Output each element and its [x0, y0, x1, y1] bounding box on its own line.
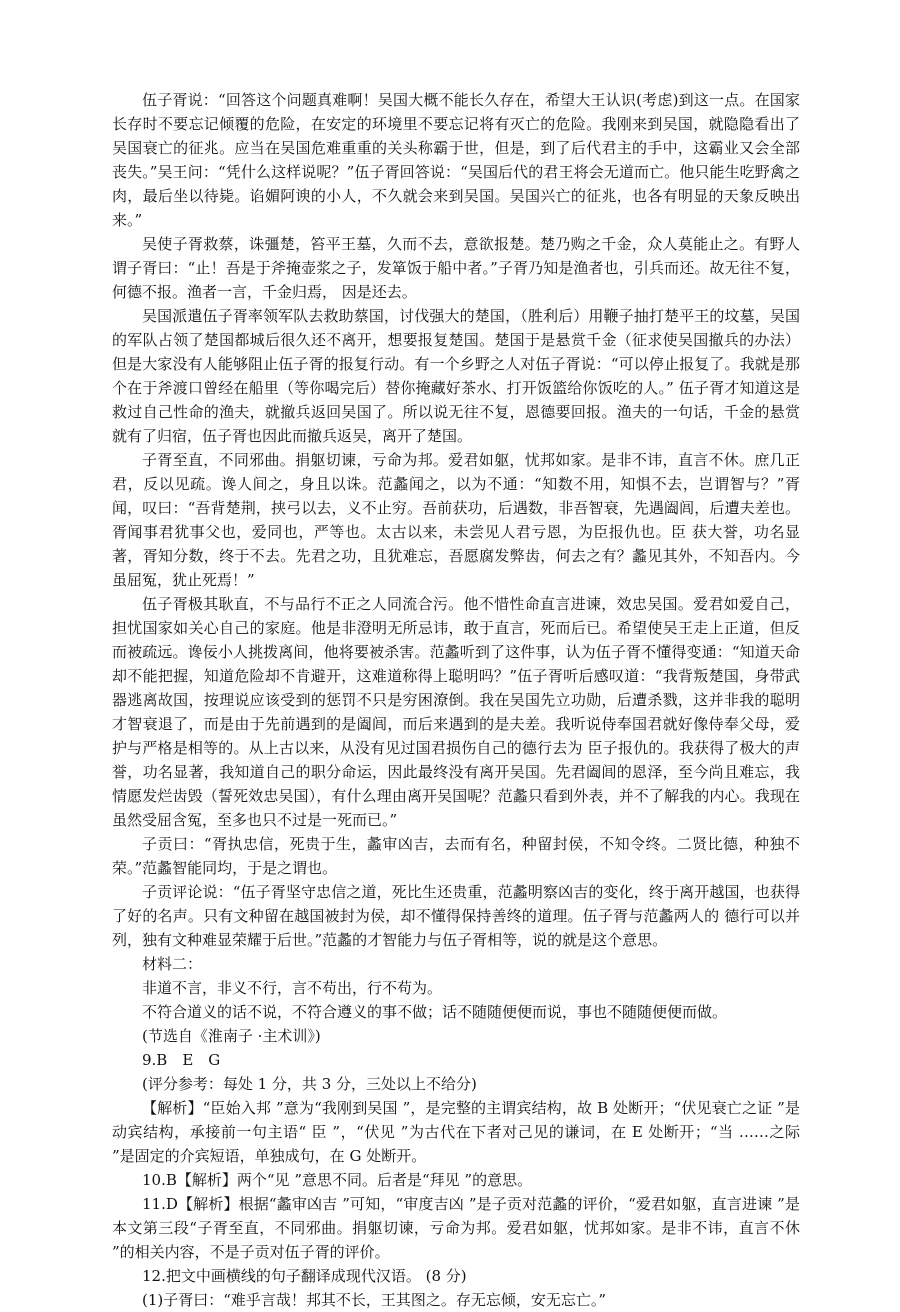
material-two-translation: 不符合道义的话不说，不符合遵义的事不做；话不随随便便而说，事也不随随便便而做。	[142, 1003, 728, 1021]
question-12: 12.把文中画横线的句子翻译成现代汉语。 (8 分)	[142, 1267, 467, 1285]
paragraph-classical-3: 子胥至直，不同邪曲。捐躯切谏，亏命为邦。爱君如躯，忧邦如家。是非不讳，直言不休。庶几正君，反以见疏。谗人间之，身且以诛。范蠡闻之，以为不通：“知数不用，知惧不去，岂谓智与？”胥闻，叹曰：“吾背楚荆，挟弓以去，义不止穷。吾前获功，后遇数，非吾智衰，先遇阖闾，后遭夫差也。胥闻事君犹事父也，爱同也，严等也。太古以来，未尝见人君亏恩，为臣报仇也。臣 获大誉，功名显著，胥知分数，终于不去。先君之功，且犹难忘，吾愿腐发弊齿，何去之有？蠡见其外，不知吾内。今虽屈冤，犹止死焉！”	[112, 451, 800, 589]
source-citation: (节选自《淮南子 ·主术训》)	[142, 1027, 321, 1045]
paragraph-translation-1: 伍子胥说：“回答这个问题真难啊！吴国大概不能长久存在，希望大王认识(考虑)到这一点。在国家长存时不要忘记倾覆的危险，在安定的环境里不要忘记将有灭亡的危险。我刚来到吴国，就隐隐看出了吴国衰亡的征兆。应当在吴国危难重重的关头称霸于世，但是，到了后代君主的手中，这霸业又会全部丧失。”吴王问：“凭什么这样说呢？”伍子胥回答说：“吴国后代的君王将会无道而亡。他只能生吃野禽之肉，最后坐以待毙。谄媚阿谀的小人，不久就会来到吴国。吴国兴亡的征兆，也各有明显的天象反映出来。”	[112, 91, 800, 229]
material-two-heading: 材料二：	[142, 955, 203, 973]
scoring-note: (评分参考：每处 1 分，共 3 分，三处以上不给分)	[142, 1075, 477, 1093]
question-12-sentence-1: (1)子胥曰：“难乎言哉！邦其不长，王其图之。存无忘倾，安无忘亡。”	[142, 1291, 607, 1309]
paragraph-translation-4: 子贡评论说：“伍子胥坚守忠信之道，死比生还贵重，范蠡明察凶吉的变化，终于离开越国，也获得了好的名声。只有文种留在越国被封为侯，却不懂得保持善终的道理。伍子胥与范蠡两人的 德行可以并列，独有文种难显荣耀于后世。”范蠡的才智能力与伍子胥相等，说的就是这个意思。	[112, 883, 800, 949]
material-two-text: 非道不言，非义不行，言不苟出，行不苟为。	[142, 979, 443, 997]
paragraph-translation-2: 吴国派遣伍子胥率领军队去救助蔡国，讨伐强大的楚国，（胜利后）用鞭子抽打楚平王的坟墓，吴国的军队占领了楚国都城后很久还不离开，想要报复楚国。楚国于是悬赏千金（征求使吴国撤兵的办法）但是大家没有人能够阻止伍子胥的报复行动。有一个乡野之人对伍子胥说：“可以停止报复了。我就是那个在于斧渡口曾经在船里（等你喝完后）替你掩藏好茶水、打开饭篮给你饭吃的人。” 伍子胥才知道这是救过自己性命的渔夫，就撤兵返回吴国了。所以说无往不复，恩德要回报。渔夫的一句话，千金的悬赏就有了归宿，伍子胥也因此而撤兵返吴，离开了楚国。	[112, 307, 800, 445]
paragraph-classical-4: 子贡曰：“胥执忠信，死贵于生，蠡审凶吉，去而有名，种留封侯，不知令终。二贤比德，种独不荣。”范蠡智能同均，于是之谓也。	[112, 835, 800, 877]
analysis-9: 【解析】“臣始入邦 ”意为“我刚到吴国 ”，是完整的主谓宾结构，故 B 处断开；“伏见衰亡之证 ”是动宾结构，承接前一句主语“ 臣 ”，“伏见 ”为古代在下者对己见的谦词，在 E 处断开；“当 ……之际 ”是固定的介宾短语，单独成句，在 G 处断开。	[112, 1099, 800, 1165]
answer-10: 10.B【解析】两个“见 ”意思不同。后者是“拜见 ”的意思。	[142, 1171, 533, 1189]
paragraph-classical-2: 吴使子胥救蔡，诛彊楚，笞平王墓，久而不去，意欲报楚。楚乃购之千金，众人莫能止之。有野人谓子胥曰：“止！吾是于斧掩壶浆之子，发箪饭于船中者。”子胥乃知是渔者也，引兵而还。故无往不复，何德不报。渔者一言，千金归焉， 因是还去。	[112, 235, 800, 301]
paragraph-translation-3: 伍子胥极其耿直，不与品行不正之人同流合污。他不惜性命直言进谏，效忠吴国。爱君如爱自己，担忧国家如关心自己的家庭。他是非澄明无所忌讳，敢于直言，死而后已。希望使吴王走上正道，但反而被疏远。谗佞小人挑拨离间，他将要被杀害。范蠡听到了这件事，认为伍子胥不懂得变通：“知道天命却不能把握，知道危险却不肯避开，这难道称得上聪明吗？”伍子胥听后感叹道：“我背叛楚国，身带武器逃离故国，按理说应该受到的惩罚不只是穷困潦倒。我在吴国先立功勋，后遭杀戮，这并非我的聪明才智衰退了，而是由于先前遇到的是阖闾，而后来遇到的是夫差。我听说侍奉国君就好像侍奉父母，爱护与严格是相等的。从上古以来，从没有见过国君损伤自己的德行去为 臣子报仇的。我获得了极大的声誉，功名显著，我知道自己的职分命运，因此最终没有离开吴国。先君阖闾的恩泽，至今尚且难忘，我情愿发烂齿毁（誓死效忠吴国），有什么理由离开吴国呢？范蠡只看到外表，并不了解我的内心。我现在虽然受屈含冤，至多也只不过是一死而已。”	[112, 595, 800, 829]
answer-9: 9.B E G	[142, 1051, 221, 1069]
answer-11: 11.D【解析】根据“蠡审凶吉 ”可知，“审度吉凶 ”是子贡对范蠡的评价，“爱君如躯，直言进谏 ”是本文第三段“子胥至直，不同邪曲。捐躯切谏，亏命为邦。爱君如躯，忧邦如家。是非不讳，直言不休 ”的相关内容，不是子贡对伍子胥的评价。	[112, 1195, 800, 1261]
